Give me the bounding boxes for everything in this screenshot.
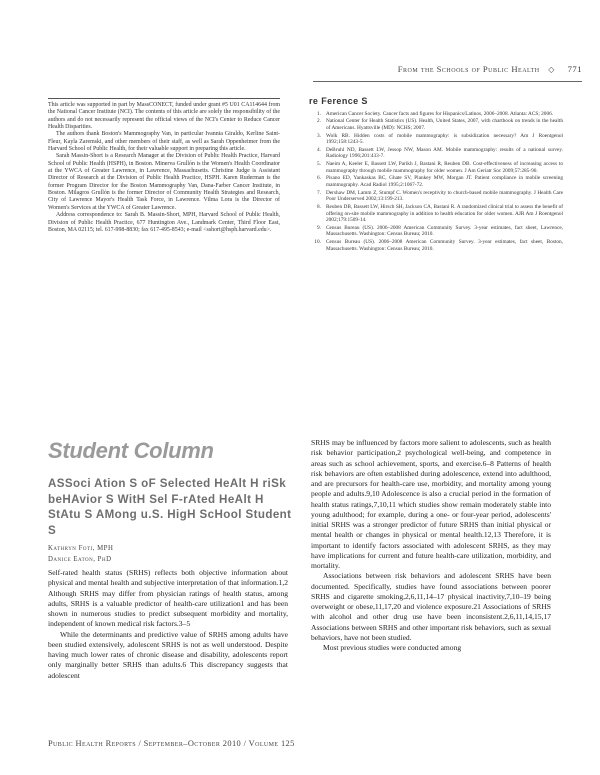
acknowledgment-block bbox=[48, 98, 280, 348]
reference-item: 6. Pisano ED, Yankaskas BC, Ghate SV, Plankey MW, Morgan JT. Patient compliance in mobile screening mammography. Acad Radiol 1995;2:1067-72. bbox=[317, 175, 563, 188]
reference-item: 8. Reuben DB, Bassett LW, Hirsch SH, Jackson CA, Bastani R. A randomized clinical trial to assess the benefit of offering on-site mobile mammography in addition to health education for older women. AJR Am J Roentgenol 2002;179:1509-14. bbox=[317, 204, 563, 224]
references-section bbox=[309, 98, 563, 253]
page-number: 771 bbox=[567, 64, 582, 74]
reference-item: 5. Naeim A, Keeler E, Bassett LW, Parikh J, Bastani R, Reuben DB. Cost-effectiveness of increasing access to mammography through mobile mammography for older women. J Am Geriatr Soc 2009;57:285-90. bbox=[317, 161, 563, 174]
diamond-separator-icon: ◇ bbox=[548, 65, 555, 74]
author-name: Kathryn Foti, MPH bbox=[48, 545, 114, 552]
article-authors bbox=[48, 543, 113, 565]
journal-footer: Public Health Reports / September–October 2010 / Volume 125 bbox=[48, 739, 295, 748]
column-title: Student Column bbox=[48, 438, 214, 463]
reference-item: 10. Census Bureau (US). 2006–2008 American Community Survey. 3-year estimates, fact sheet, Boston, Massachusetts. Washington: Census Bureau; 2010. bbox=[314, 239, 563, 252]
correspondence-address: Address correspondence to: Sarah B. Massin-Short, MPH, Harvard School of Public Health, Division of Public Health Practice, 677 Huntington Ave., Landmark Center, Third Floor East, Boston, MA 02115; tel. 617-998-8830; fax 617-495-8543; e-mail <sshort@hsph.harvard.edu>. bbox=[48, 212, 280, 233]
reference-item: 1. American Cancer Society. Cancer facts and figures for Hispanics/Latinos, 2006–2008. Atlanta: ACS; 2006. bbox=[317, 110, 554, 117]
author-affiliations: Sarah Massin-Short is a Research Manager at the Division of Public Health Practice, Harvard School of Public Health (HSPH), in Boston. Minerva Grullón is the Women's Health Coordinator at the YWCA of Greater Lawrence, in Lawrence, Massachusetts. Christine Judge is Assistant Director of Research at the Division of Public Health Practice, HSPH. Karen Ruderman is the former Program Director for the Boston Mammography Van, Dana-Farber Cancer Institute, in Boston. Milagros Grullón is the former Director of Community Health Strategies and Research, City of Lawrence Mayor's Health Task Force, in Lawrence. Vilma Lora is the Director of Women's Services at the YWCA of Greater Lawrence. bbox=[48, 153, 280, 211]
reference-item: 3. Wolk RB. Hidden costs of mobile mammography: is subsidization necessary? Am J Roentgenol 1992;158:1243-5. bbox=[317, 132, 563, 146]
acknowledgment-funding: This article was supported in part by MassCONECT, funded under grant #5 U01 CA114644 from the National Cancer Institute (NCI). The contents of this article are solely the responsibility of the authors and do not necessarily represent the official views of the NCI's Center to Reduce Cancer Health Disparities. bbox=[48, 102, 280, 131]
article-title: ASSoci Ation S oF Selected HeAlt H riSk beHAvior S WitH Sel F-rAted HeAlt H StAtu S AMong u.S. HigH ScHool Student S bbox=[48, 477, 292, 537]
references-list bbox=[309, 111, 563, 253]
references-heading: re Ference S bbox=[309, 96, 368, 106]
body-paragraph: Most previous studies were conducted among bbox=[323, 643, 462, 652]
body-paragraph: SRHS may be influenced by factors more salient to adolescents, such as health risk behavior participation,2 psychological well-being, and competence in areas such as school achievement, sports, and exercise.6–8 Patterns of health risk behaviors are often established during adolescence, extend into adulthood, and are precursors for health-care use, morbidity, and mortality among young people and adults.9,10 Adolescence is also a crucial period in the formation of health status ratings,7,10,11 which studies show remain moderately stable into young adulthood; for example, during a one- or four-year period, adolescents' initial SRHS was a stronger predictor of future SRHS than initial physical or mental health or changes in physical or mental health.12,13 Therefore, it is important to identify factors associated with adolescent SRHS, as they may have implications for current and future health-care utilization, morbidity, and mortality. bbox=[311, 438, 551, 570]
acknowledgment-thanks: The authors thank Boston's Mammography Van, in particular Ivannia Giraldo, Kerline Saint-Fleur, Kayla Zaremski, and other members of their staff, as well as Sarah Oppenheimer from the Harvard School of Public Health, for their valuable support in preparing this article. bbox=[48, 131, 280, 153]
body-left-column bbox=[48, 568, 288, 681]
body-paragraph: While the determinants and predictive value of SRHS among adults have been studied extensively, adolescent SRHS is not as well understood. Despite having much lower rates of chronic disease and disability, adolescents report only marginally better SRHS than adults.6 This discrepancy suggests that adolescent bbox=[48, 629, 288, 680]
reference-item: 9. Census Bureau (US). 2006–2008 American Community Survey. 3-year estimates, fact sheet, Lawrence, Massachusetts. Washington: Census Bureau; 2010. bbox=[317, 224, 563, 238]
reference-item: 2. National Center for Health Statistics (US). Health, United States, 2007, with chartbook on trends in the health of Americans. Hyattsville (MD): NCHS; 2007. bbox=[317, 118, 563, 131]
body-right-column bbox=[311, 438, 551, 653]
body-paragraph: Self-rated health status (SRHS) reflects both objective information about physical and mental health and subjective interpretation of that information.1,2 Although SRHS may differ from physician ratings of health status, among adults, SRHS is a valuable predictor of health-care utilization1 and has been shown in numerous studies to predict subsequent morbidity and mortality, independent of known medical risk factors.3–5 bbox=[48, 568, 288, 629]
author-name: Danice Eaton, PhD bbox=[48, 556, 112, 563]
header-rule bbox=[313, 81, 582, 82]
running-header bbox=[313, 64, 582, 78]
body-paragraph: Associations between risk behaviors and adolescent SRHS have been documented. Specifically, studies have found associations between poorer SRHS and cigarette smoking,2,6,11,14–17 physical inactivity,7,10–19 being overweight or obese,11,17,20 and violence exposure.21 Associations of SRHS with alcohol and other drug use have been inconsistent.2,6,11,14,15,17 Associations between SRHS and other important risk behaviors, such as sexual behaviors, have not been studied. bbox=[311, 571, 551, 642]
reference-item: 4. DeBruhl ND, Bassett LW, Jessop NW, Mason AM. Mobile mammography: results of a national survey. Radiology 1996;201:433-7. bbox=[317, 146, 563, 160]
header-section: From the Schools of Public Health bbox=[397, 64, 540, 74]
reference-item: 7. Dershaw DM, Lamm Z, Stumpf C. Women's receptivity to church-based mobile mammography. J Health Care Poor Underserved 2002;13:199-213. bbox=[317, 189, 563, 203]
